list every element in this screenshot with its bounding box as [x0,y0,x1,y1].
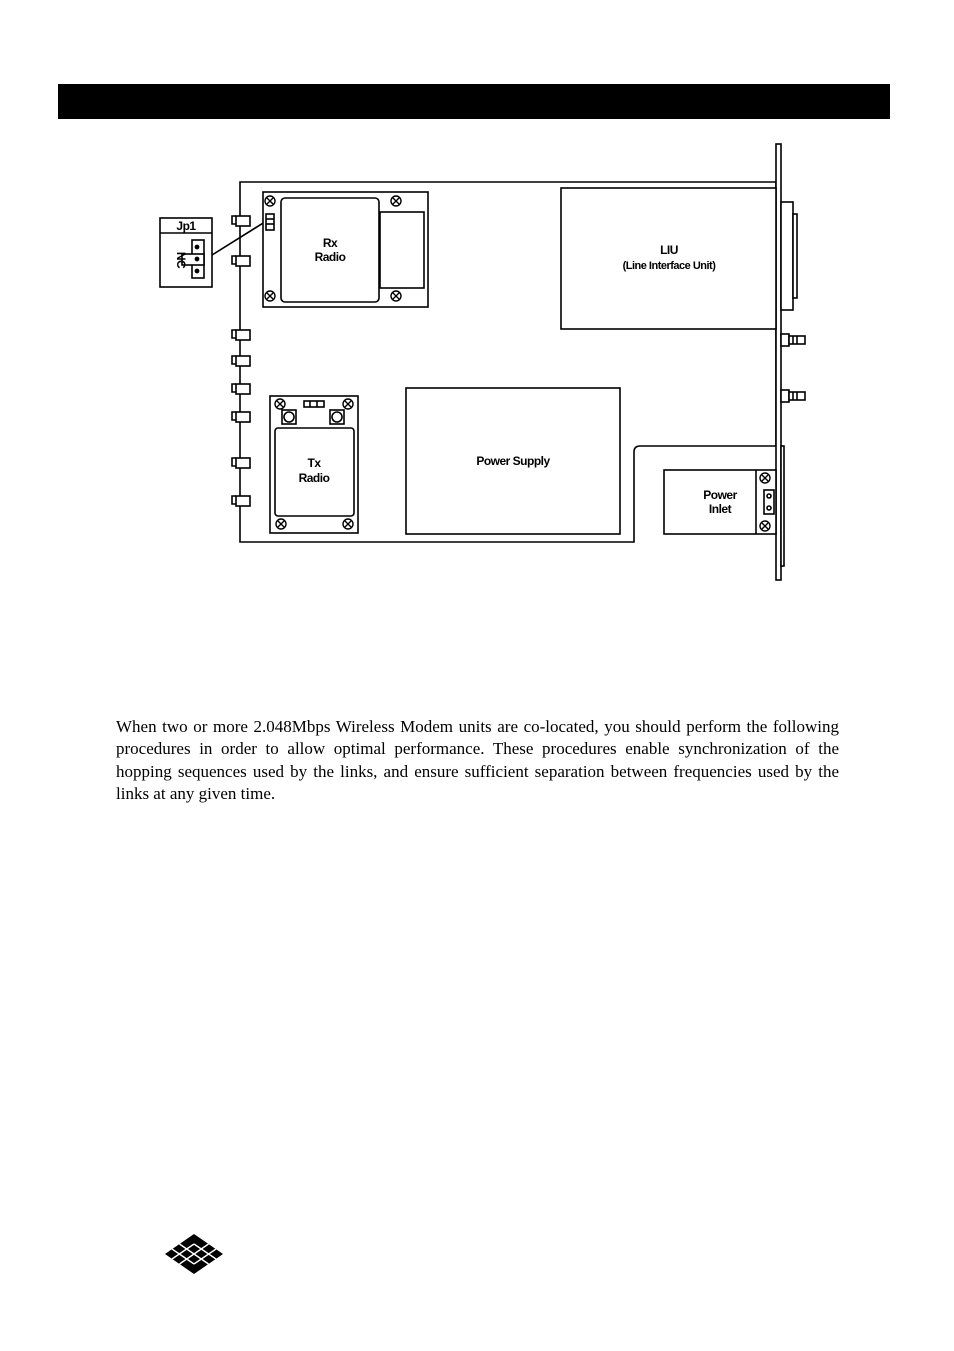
body-paragraph: When two or more 2.048Mbps Wireless Modem units are co-located, you should perform the following procedures in order to allow optimal performance. These procedures enable synchronization of the hopping sequences used by the links, and ensure sufficient separation between frequencies used by the links at any given time. [116,717,839,803]
black-box-logo-icon [164,1233,224,1275]
tx-radio-label-1: Tx [307,456,321,470]
board-layout-diagram [0,0,954,640]
rx-radio-label-2: Radio [314,250,346,264]
jp1-nc-label: NC [174,251,188,269]
power-inlet-label-2: Inlet [708,502,732,516]
liu-module [561,188,776,329]
bnc-connector-2 [781,390,805,402]
rx-radio-label-1: Rx [322,236,338,250]
liu-label-2: (Line Interface Unit) [622,260,716,272]
jp1-title: Jp1 [176,219,196,233]
power-inlet-label-1: Power [703,488,737,502]
led-indicators [232,216,250,506]
db-connector [781,202,793,310]
tx-radio-label-2: Radio [298,471,330,485]
liu-label-1: LIU [660,243,678,257]
bnc-connector-1 [781,334,805,346]
power-supply-label: Power Supply [476,454,550,468]
rx-radio-module [263,192,428,307]
